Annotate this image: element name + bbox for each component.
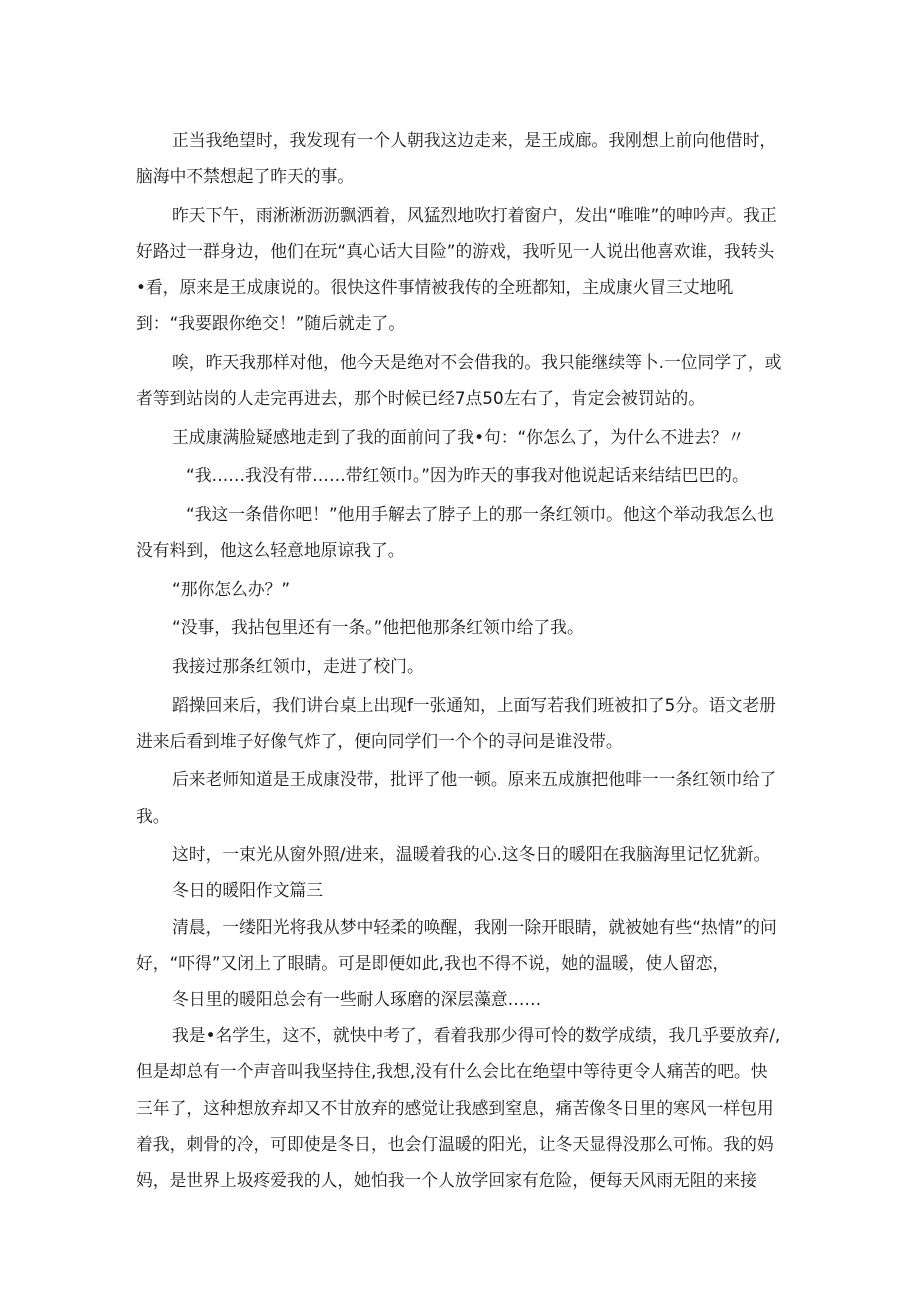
paragraph-4: 王成康满脸疑感地走到了我的面前问了我•句：“你怎么了，为什么不进去？〃 <box>172 426 745 447</box>
paragraph-7: “那你怎么办？” <box>172 578 291 599</box>
paragraph-8: “没事，我拈包里还有一条。”他把他那条红领巾给了我。 <box>172 617 584 638</box>
paragraph-3: 唉，昨天我那样对他，他今天是绝对不会借我的。我只能继续等卜.一位同学了，或者等到站岗的人走完再进去，那个时候已经7点50左右了，肯定会被罚站的。 <box>136 352 782 409</box>
essay-body <box>136 122 782 1198</box>
paragraph-6: “我这一条借你吧！”他用手解去了脖子上的那一条红领巾。他这个举动我怎么也没有料到，他这么轻意地原谅我了。 <box>136 503 774 561</box>
paragraph-14: 冬日里的暖阳总会有一些耐人琢磨的深层藻意…… <box>172 988 542 1009</box>
paragraph-12: 这时，一束光从窗外照/进来，温暖着我的心.这冬日的暖阳在我脑海里记忆犹新。 <box>172 844 771 865</box>
paragraph-11: 后来老师知道是王成康没带，批评了他一顿。原来五成旗把他啡一一条红领巾给了我。 <box>136 769 777 826</box>
paragraph-9: 我接过那条红领巾，走进了校门。 <box>172 655 424 676</box>
paragraph-13: 清晨，一缕阳光将我从梦中轻柔的唤醒，我刚一除开眼睛，就被她有些“热情”的问好，“吓得”又闭上了眼睛。可是即便如此,我也不得不说，她的温暖，使人留恋， <box>136 916 777 973</box>
section-heading: 冬日的暖阳作文篇三 <box>172 880 324 901</box>
paragraph-1: 正当我绝望时，我发现有一个人朝我这边走来，是王成廊。我刚想上前向他借时，脑海中不禁想起了昨天的事。 <box>136 130 777 187</box>
paragraph-15: 我是•名学生，这不，就快中考了，看着我那少得可怜的数学成绩，我几乎要放弃/,但是却总有一个声音叫我坚持住,我想,没有什么会比在绝望中等待更令人痛苦的吧。快三年了，这种想放弃却又不甘放弃的感觉让我感到窒息，痛苦像冬日里的寒风一样包用着我，刺骨的冷，可即使是冬日，也会仃温暖的阳光，让冬天显得没那么可怖。我的妈妈，是世界上圾疼爱我的人，她怕我一个人放学回家有危险，便每天风雨无阻的来接 <box>136 1025 781 1190</box>
paragraph-10: 蹈操回来后，我们讲台桌上出现f一张通知，上面写若我们班被扣了5分。语文老册进来后看到堆子好像气炸了，便向同学们一个个的寻问是谁没带。 <box>136 694 776 751</box>
paragraph-5: “我……我没有带……带红领巾。”因为昨天的事我对他说起话来结结巴巴的。 <box>186 465 749 486</box>
paragraph-2: 昨天下午，雨淅淅沥沥飘洒着，风猛烈地吹打着窗户，发出“唯唯”的呻吟声。我正好路过一群身边，他们在玩“真心话大目险”的游戏，我听见一人说出他喜欢谁，我转头•看，原来是王成康说的。很快这件事情被我传的全班都知，主成康火冒三丈地吼到：“我要跟你绝交！”随后就走了。 <box>136 204 777 334</box>
